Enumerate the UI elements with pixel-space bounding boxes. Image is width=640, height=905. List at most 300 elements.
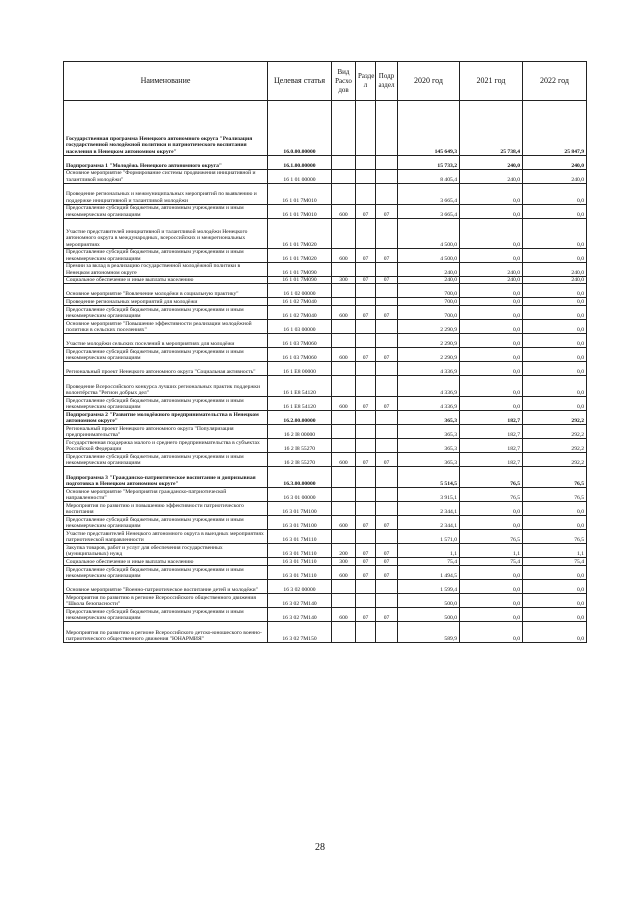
table-row (64, 298, 587, 306)
cell-prz (376, 502, 398, 516)
cell-name: Проведение региональных и межмуниципальных мероприятий по выявлению и поддержке инициативной и талантливой молодёжи (64, 184, 268, 205)
table-row (64, 516, 587, 530)
cell-vid (332, 362, 356, 376)
cell-code: 16.1.00.00000 (268, 156, 332, 170)
cell-vid (332, 425, 356, 439)
cell-code: 16.0.00.00000 (268, 101, 332, 156)
cell-y2022: 0,0 (523, 334, 587, 348)
cell-y2020: 3 665,4 (398, 184, 460, 205)
cell-code: 16 1 01 7М020 (268, 219, 332, 249)
header-year-2021: 2021 год (460, 62, 523, 101)
cell-prz (376, 101, 398, 156)
cell-name: Региональный проект Ненецкого автономного округа "Социальная активность" (64, 362, 268, 376)
table-row (64, 348, 587, 362)
budget-table (63, 61, 587, 643)
cell-y2020: 1 571,0 (398, 530, 460, 544)
cell-vid: 600 (332, 566, 356, 580)
cell-prz (376, 362, 398, 376)
cell-code: 16 3 01 7М100 (268, 516, 332, 530)
cell-y2022: 0,0 (523, 566, 587, 580)
cell-y2021: 0,0 (460, 334, 523, 348)
cell-y2020: 2 290,9 (398, 334, 460, 348)
cell-rz (356, 334, 376, 348)
cell-y2022: 0,0 (523, 580, 587, 594)
cell-prz: 07 (376, 205, 398, 219)
cell-rz (356, 376, 376, 397)
cell-prz (376, 439, 398, 453)
cell-y2020: 4 336,9 (398, 376, 460, 397)
cell-name: Премии за вклад в реализацию государственной молодёжной политики в Ненецком автономном округе (64, 263, 268, 277)
cell-y2021: 0,0 (460, 594, 523, 608)
cell-y2022: 0,0 (523, 594, 587, 608)
cell-y2020: 2 290,9 (398, 320, 460, 334)
cell-y2021: 0,0 (460, 516, 523, 530)
cell-y2021: 0,0 (460, 184, 523, 205)
table-row (64, 622, 587, 643)
cell-y2020: 1 494,5 (398, 566, 460, 580)
cell-y2022: 240,0 (523, 263, 587, 277)
cell-code: 16 3 02 7М140 (268, 608, 332, 622)
cell-y2020: 75,4 (398, 558, 460, 566)
table-row (64, 334, 587, 348)
cell-y2022: 0,0 (523, 219, 587, 249)
table-row (64, 284, 587, 298)
cell-rz (356, 502, 376, 516)
cell-vid (332, 334, 356, 348)
cell-y2020: 8 405,4 (398, 170, 460, 184)
cell-prz: 07 (376, 608, 398, 622)
cell-rz: 07 (356, 205, 376, 219)
cell-y2022: 75,4 (523, 558, 587, 566)
cell-code: 16 1 03 00000 (268, 320, 332, 334)
cell-rz (356, 320, 376, 334)
cell-code: 16 1 01 7М090 (268, 263, 332, 277)
table-row (64, 439, 587, 453)
cell-rz (356, 425, 376, 439)
cell-name: Основное мероприятие "Вовлечение молодёжи в социальную практику" (64, 284, 268, 298)
cell-code: 16.2.00.00000 (268, 411, 332, 425)
cell-y2021: 240,0 (460, 263, 523, 277)
cell-y2020: 1,1 (398, 544, 460, 558)
cell-y2020: 365,3 (398, 453, 460, 467)
cell-rz: 07 (356, 348, 376, 362)
table-row (64, 263, 587, 277)
cell-rz: 07 (356, 566, 376, 580)
cell-code: 16 3 02 7М150 (268, 622, 332, 643)
cell-prz: 07 (376, 348, 398, 362)
cell-y2022: 0,0 (523, 284, 587, 298)
cell-vid (332, 411, 356, 425)
table-body (64, 101, 587, 643)
cell-rz: 07 (356, 558, 376, 566)
cell-vid (332, 580, 356, 594)
cell-y2022: 240,0 (523, 277, 587, 284)
cell-rz (356, 184, 376, 205)
header-year-2022: 2022 год (523, 62, 587, 101)
cell-code: 16 1 02 7М040 (268, 306, 332, 320)
cell-y2021: 25 738,4 (460, 101, 523, 156)
cell-y2021: 76,5 (460, 530, 523, 544)
cell-rz: 07 (356, 397, 376, 411)
cell-prz: 07 (376, 558, 398, 566)
cell-vid: 600 (332, 249, 356, 263)
cell-prz: 07 (376, 397, 398, 411)
table-row (64, 397, 587, 411)
table-row (64, 184, 587, 205)
cell-name: Участие молодёжи сельских поселений в мероприятиях для молодёжи (64, 334, 268, 348)
cell-prz (376, 263, 398, 277)
cell-y2020: 240,0 (398, 263, 460, 277)
cell-y2020: 589,9 (398, 622, 460, 643)
cell-code: 16 3 01 00000 (268, 488, 332, 502)
cell-code: 16 1 01 00000 (268, 170, 332, 184)
cell-name: Основное мероприятие "Военно-патриотическое воспитание детей и молодёжи" (64, 580, 268, 594)
cell-rz: 07 (356, 516, 376, 530)
cell-vid: 600 (332, 516, 356, 530)
table-row (64, 205, 587, 219)
cell-prz (376, 320, 398, 334)
cell-y2021: 0,0 (460, 502, 523, 516)
header-section: Разде л (356, 62, 376, 101)
cell-y2022: 0,0 (523, 376, 587, 397)
table-row (64, 411, 587, 425)
table-row (64, 467, 587, 488)
cell-code: 16 2 I8 55270 (268, 453, 332, 467)
cell-vid (332, 594, 356, 608)
cell-y2021: 0,0 (460, 205, 523, 219)
cell-name: Мероприятия по развитию и повышению эффективности патриотического воспитания (64, 502, 268, 516)
cell-name: Предоставление субсидий бюджетным, автономным учреждениям и иным некоммерческим организациям (64, 608, 268, 622)
cell-y2021: 0,0 (460, 249, 523, 263)
cell-prz: 07 (376, 544, 398, 558)
cell-y2020: 2 344,1 (398, 502, 460, 516)
cell-rz (356, 580, 376, 594)
cell-y2020: 4 500,0 (398, 219, 460, 249)
cell-y2022: 0,0 (523, 320, 587, 334)
table-row (64, 453, 587, 467)
cell-name: Предоставление субсидий бюджетным, автономным учреждениям и иным некоммерческим организациям (64, 566, 268, 580)
cell-vid: 600 (332, 348, 356, 362)
cell-vid (332, 502, 356, 516)
cell-name: Мероприятия по развитию в регионе Всероссийского детско-юношеского военно-патриотического общественного движения "ЮНАРМИЯ" (64, 622, 268, 643)
cell-rz (356, 530, 376, 544)
cell-name: Социальное обеспечение и иные выплаты населению (64, 558, 268, 566)
cell-y2021: 240,0 (460, 170, 523, 184)
cell-prz: 07 (376, 277, 398, 284)
cell-code: 16 1 01 7М010 (268, 184, 332, 205)
cell-code: 16 2 I8 55270 (268, 439, 332, 453)
cell-code: 16 3 01 7М110 (268, 530, 332, 544)
table-row (64, 170, 587, 184)
cell-prz: 07 (376, 306, 398, 320)
cell-y2022: 76,5 (523, 467, 587, 488)
cell-prz (376, 425, 398, 439)
cell-y2022: 0,0 (523, 205, 587, 219)
cell-y2021: 0,0 (460, 348, 523, 362)
cell-y2020: 4 336,9 (398, 362, 460, 376)
cell-rz (356, 488, 376, 502)
cell-rz (356, 284, 376, 298)
cell-y2022: 0,0 (523, 622, 587, 643)
cell-y2021: 0,0 (460, 306, 523, 320)
cell-rz (356, 439, 376, 453)
cell-y2020: 3 665,4 (398, 205, 460, 219)
cell-vid: 200 (332, 544, 356, 558)
cell-code: 16 3 01 7М100 (268, 502, 332, 516)
cell-name: Предоставление субсидий бюджетным, автономным учреждениям и иным некоммерческим организациям (64, 516, 268, 530)
cell-rz: 07 (356, 453, 376, 467)
cell-vid (332, 156, 356, 170)
cell-prz (376, 334, 398, 348)
cell-y2020: 2 344,1 (398, 516, 460, 530)
cell-code: 16 1 03 7М060 (268, 348, 332, 362)
table-row (64, 544, 587, 558)
cell-y2022: 0,0 (523, 502, 587, 516)
cell-y2020: 700,0 (398, 284, 460, 298)
table-row (64, 566, 587, 580)
cell-name: Проведение региональных мероприятий для молодёжи (64, 298, 268, 306)
cell-y2022: 292,2 (523, 411, 587, 425)
cell-y2021: 0,0 (460, 376, 523, 397)
cell-y2020: 700,0 (398, 298, 460, 306)
cell-y2020: 240,0 (398, 277, 460, 284)
cell-vid (332, 622, 356, 643)
cell-name: Государственная программа Ненецкого автономного округа "Реализация государственной молодёжной политики и патриотического воспитания населения в Ненецком автономном округе" (64, 101, 268, 156)
cell-prz (376, 298, 398, 306)
cell-y2021: 75,4 (460, 558, 523, 566)
cell-y2021: 182,7 (460, 411, 523, 425)
table-row (64, 488, 587, 502)
cell-y2020: 2 290,9 (398, 348, 460, 362)
cell-vid: 600 (332, 306, 356, 320)
cell-name: Проведение Всероссийского конкурса лучших региональных практик поддержки волонтёрства "Регион добрых дел" (64, 376, 268, 397)
table-row (64, 594, 587, 608)
cell-y2021: 0,0 (460, 298, 523, 306)
cell-prz (376, 219, 398, 249)
cell-name: Основное мероприятие "Формирование системы продвижения инициативной и талантливой молодёжи" (64, 170, 268, 184)
cell-code: 16 1 01 7М090 (268, 277, 332, 284)
cell-name: Участие представителей инициативной и талантливой молодёжи Ненецкого автономного округа в международных, всероссийских и межрегиональных мероприятиях (64, 219, 268, 249)
table-row (64, 362, 587, 376)
cell-y2021: 0,0 (460, 580, 523, 594)
cell-code: 16 1 02 00000 (268, 284, 332, 298)
cell-vid: 600 (332, 397, 356, 411)
cell-rz (356, 362, 376, 376)
cell-rz (356, 594, 376, 608)
table-row (64, 219, 587, 249)
cell-vid (332, 530, 356, 544)
header-target-article: Целевая статья (268, 62, 332, 101)
cell-y2022: 292,2 (523, 453, 587, 467)
table-row (64, 101, 587, 156)
cell-y2022: 76,5 (523, 530, 587, 544)
cell-name: Закупка товаров, работ и услуг для обеспечения государственных (муниципальных) нужд (64, 544, 268, 558)
cell-name: Социальное обеспечение и иные выплаты населению (64, 277, 268, 284)
cell-name: Предоставление субсидий бюджетным, автономным учреждениям и иным некоммерческим организациям (64, 397, 268, 411)
table-row (64, 502, 587, 516)
cell-prz: 07 (376, 453, 398, 467)
cell-code: 16 1 Е8 00000 (268, 362, 332, 376)
cell-y2021: 182,7 (460, 453, 523, 467)
cell-y2021: 76,5 (460, 467, 523, 488)
cell-prz (376, 284, 398, 298)
cell-y2021: 0,0 (460, 397, 523, 411)
cell-name: Предоставление субсидий бюджетным, автономным учреждениям и иным некоммерческим организациям (64, 306, 268, 320)
cell-y2021: 0,0 (460, 622, 523, 643)
cell-y2022: 0,0 (523, 306, 587, 320)
cell-y2022: 240,0 (523, 156, 587, 170)
cell-name: Предоставление субсидий бюджетным, автономным учреждениям и иным некоммерческим организациям (64, 249, 268, 263)
cell-prz (376, 580, 398, 594)
cell-rz: 07 (356, 306, 376, 320)
table-row (64, 320, 587, 334)
cell-y2020: 700,0 (398, 306, 460, 320)
cell-y2021: 0,0 (460, 320, 523, 334)
cell-vid (332, 298, 356, 306)
cell-y2022: 0,0 (523, 608, 587, 622)
cell-name: Подпрограмма 3 "Гражданско-патриотическое воспитание и допризывная подготовка в Ненецком автономном округе" (64, 467, 268, 488)
cell-prz (376, 170, 398, 184)
table-row (64, 580, 587, 594)
cell-prz (376, 530, 398, 544)
cell-y2020: 365,3 (398, 425, 460, 439)
cell-vid (332, 219, 356, 249)
cell-rz: 07 (356, 544, 376, 558)
header-name: Наименование (64, 62, 268, 101)
cell-vid (332, 488, 356, 502)
cell-y2022: 25 847,9 (523, 101, 587, 156)
cell-rz (356, 411, 376, 425)
cell-y2021: 0,0 (460, 284, 523, 298)
cell-code: 16 1 Е8 54120 (268, 397, 332, 411)
cell-vid (332, 439, 356, 453)
cell-y2022: 0,0 (523, 184, 587, 205)
cell-vid: 300 (332, 277, 356, 284)
cell-code: 16 3 01 7М110 (268, 566, 332, 580)
table-row (64, 425, 587, 439)
cell-y2020: 3 915,1 (398, 488, 460, 502)
cell-y2020: 365,3 (398, 439, 460, 453)
cell-code: 16.3.00.00000 (268, 467, 332, 488)
cell-prz: 07 (376, 566, 398, 580)
cell-vid: 600 (332, 453, 356, 467)
cell-y2020: 145 649,3 (398, 101, 460, 156)
cell-prz (376, 594, 398, 608)
cell-y2021: 240,0 (460, 156, 523, 170)
cell-name: Предоставление субсидий бюджетным, автономным учреждениям и иным некоммерческим организациям (64, 453, 268, 467)
cell-vid (332, 184, 356, 205)
cell-code: 16 1 01 7М020 (268, 249, 332, 263)
cell-vid (332, 263, 356, 277)
cell-y2022: 1,1 (523, 544, 587, 558)
cell-y2021: 0,0 (460, 608, 523, 622)
cell-name: Государственная поддержка малого и среднего предпринимательства в субъектах Российской Федерации (64, 439, 268, 453)
cell-name: Основное мероприятие "Мероприятия гражданско-патриотической направленности" (64, 488, 268, 502)
cell-y2021: 182,7 (460, 425, 523, 439)
cell-y2022: 0,0 (523, 249, 587, 263)
cell-code: 16 3 02 7М140 (268, 594, 332, 608)
cell-prz (376, 376, 398, 397)
cell-prz (376, 156, 398, 170)
cell-name: Региональный проект Ненецкого автономного округа "Популяризация предпринимательства" (64, 425, 268, 439)
cell-y2021: 76,5 (460, 488, 523, 502)
cell-y2020: 5 514,5 (398, 467, 460, 488)
cell-rz (356, 170, 376, 184)
cell-y2020: 1 599,4 (398, 580, 460, 594)
cell-y2021: 182,7 (460, 439, 523, 453)
cell-rz (356, 219, 376, 249)
cell-prz (376, 411, 398, 425)
cell-rz: 07 (356, 277, 376, 284)
cell-rz (356, 101, 376, 156)
cell-vid: 600 (332, 205, 356, 219)
cell-rz (356, 156, 376, 170)
cell-name: Предоставление субсидий бюджетным, автономным учреждениям и иным некоммерческим организациям (64, 348, 268, 362)
cell-vid (332, 376, 356, 397)
cell-vid: 600 (332, 608, 356, 622)
cell-prz (376, 622, 398, 643)
cell-prz (376, 467, 398, 488)
cell-vid (332, 320, 356, 334)
cell-code: 16 3 01 7М110 (268, 544, 332, 558)
table-row (64, 558, 587, 566)
cell-y2022: 0,0 (523, 516, 587, 530)
table-row (64, 306, 587, 320)
table-row (64, 530, 587, 544)
cell-code: 16 2 I8 00000 (268, 425, 332, 439)
page-number: 28 (315, 842, 325, 853)
table-row (64, 376, 587, 397)
cell-y2020: 4 500,0 (398, 249, 460, 263)
table-row (64, 277, 587, 284)
table-row (64, 156, 587, 170)
cell-y2021: 0,0 (460, 219, 523, 249)
cell-name: Подпрограмма 1 "Молодёжь Ненецкого автономного округа" (64, 156, 268, 170)
header-expense-type: Вид Расхо дов (332, 62, 356, 101)
table-row (64, 249, 587, 263)
cell-prz (376, 184, 398, 205)
cell-rz: 07 (356, 608, 376, 622)
cell-code: 16 1 02 7М040 (268, 298, 332, 306)
cell-y2020: 500,0 (398, 608, 460, 622)
cell-y2022: 0,0 (523, 298, 587, 306)
cell-code: 16 1 03 7М060 (268, 334, 332, 348)
cell-rz (356, 298, 376, 306)
cell-vid (332, 284, 356, 298)
cell-y2021: 0,0 (460, 566, 523, 580)
cell-name: Основное мероприятие "Повышение эффективности реализации молодёжной политики в сельских поселениях" (64, 320, 268, 334)
cell-prz: 07 (376, 249, 398, 263)
cell-vid (332, 101, 356, 156)
table-row (64, 608, 587, 622)
cell-y2022: 292,2 (523, 425, 587, 439)
cell-name: Подпрограмма 2 "Развитие молодёжного предпринимательства в Ненецком автономном округе" (64, 411, 268, 425)
cell-y2022: 0,0 (523, 348, 587, 362)
cell-y2022: 76,5 (523, 488, 587, 502)
cell-y2021: 0,0 (460, 362, 523, 376)
cell-y2021: 240,0 (460, 277, 523, 284)
cell-y2022: 240,0 (523, 170, 587, 184)
cell-y2020: 365,3 (398, 411, 460, 425)
cell-code: 16 3 01 7М110 (268, 558, 332, 566)
cell-name: Предоставление субсидий бюджетным, автономным учреждениям и иным некоммерческим организациям (64, 205, 268, 219)
cell-vid (332, 170, 356, 184)
cell-prz (376, 488, 398, 502)
cell-vid (332, 467, 356, 488)
header-subsection: Подр аздел (376, 62, 398, 101)
cell-y2020: 15 733,2 (398, 156, 460, 170)
cell-code: 16 1 Е8 54120 (268, 376, 332, 397)
